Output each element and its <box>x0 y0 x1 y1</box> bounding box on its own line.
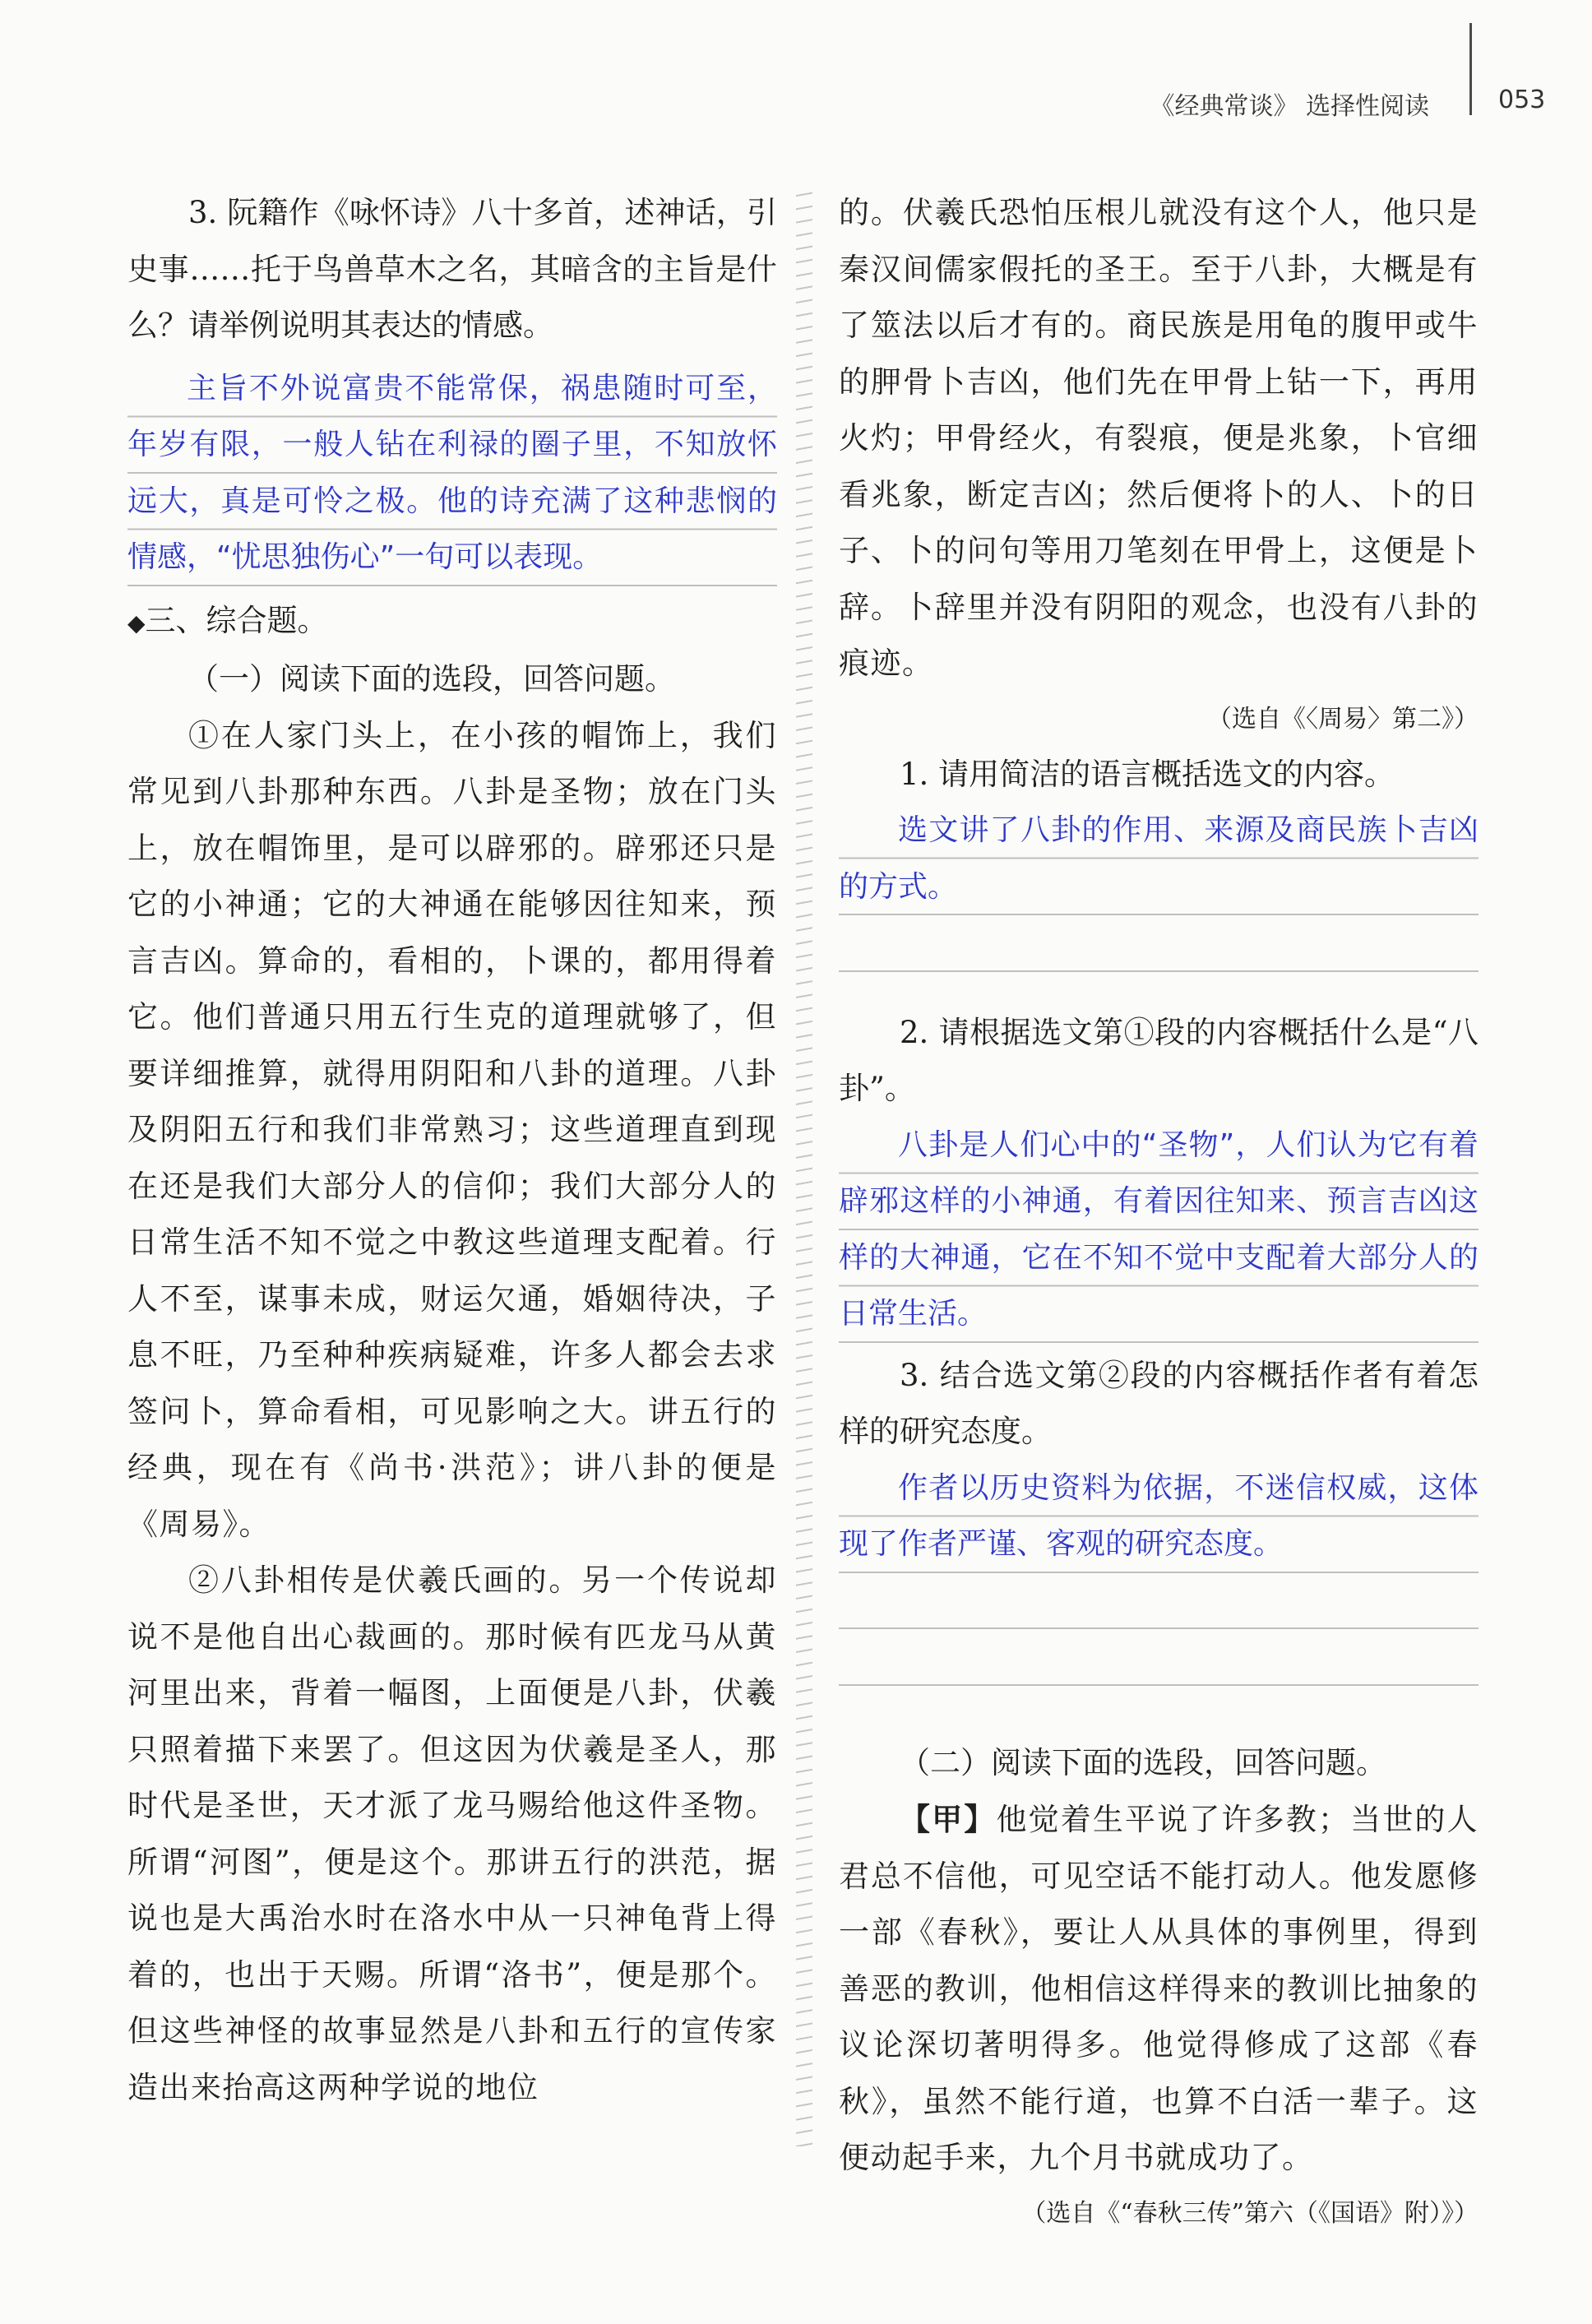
section-heading-comprehensive <box>127 593 777 652</box>
passage-paragraph-2-continued: 的。伏羲氏恐怕压根儿就没有这个人，他只是秦汉间儒家假托的圣王。至于八卦，大概是有了筮法以后才有的。商民族是用龟的腹甲或牛的胛骨卜吉凶，他们先在甲骨上钻一下，再用火灼；甲骨经火，有裂痕，便是兆象，卜官细看兆象，断定吉凶；然后便将卜的人、卜的日子、卜的问句等用刀笔刻在甲骨上，这便是卜辞。卜辞里并没有阴阳的观念，也没有八卦的痕迹。 <box>839 195 1479 681</box>
answer-area-q1[interactable] <box>839 803 1479 972</box>
right-column <box>839 185 1479 2241</box>
passage-jia-label: 【甲】 <box>900 1801 997 1837</box>
header-divider <box>1469 23 1472 115</box>
answer-blank-line <box>839 1573 1479 1630</box>
answer-blank-line <box>839 1629 1479 1686</box>
question-1: 1. 请用简洁的语言概括选文的内容。 <box>900 756 1395 792</box>
book-section-title: 《经典常谈》 选择性阅读 <box>1150 92 1429 121</box>
answer-area-q3-right[interactable] <box>839 1461 1479 1686</box>
passage-paragraph-2: ②八卦相传是伏羲氏画的。另一个传说却说不是他自出心裁画的。那时候有匹龙马从黄河里出来，背着一幅图，上面便是八卦，伏羲只照着描下来罢了。但这因为伏羲是圣人，那时代是圣世，天才派了龙马赐给他这件圣物。所谓“河图”，便是这个。那讲五行的洪范，据说也是大禹治水时在洛水中从一只神龟背上得着的，也出于天赐。所谓“洛书”，便是那个。但这些神怪的故事显然是八卦和五行的宣传家造出来抬高这两种学说的地位 <box>127 1562 777 2105</box>
passage-jia <box>839 1791 1479 2187</box>
source-citation-2: （选自《“春秋三传”第六（《国语》附）》） <box>1021 2198 1479 2228</box>
handwritten-answer-q1: 选文讲了八卦的作用、来源及商民族卜吉凶的方式。 <box>839 803 1479 915</box>
passage-jia-text: 他觉着生平说了许多教；当世的人君总不信他，可见空话不能打动人。他发愿修一部《春秋》，要让人从具体的事例里，得到善恶的教训，他相信这样得来的教训比抽象的议论深切著明得多。他觉得修成了这部《春秋》，虽然不能行道，也算不白活一辈子。这便动起手来，九个月书就成功了。 <box>839 1802 1479 2175</box>
section-heading-text: 三、综合题。 <box>145 602 328 638</box>
question-2: 2. 请根据选文第①段的内容概括什么是“八卦”。 <box>839 1014 1479 1106</box>
part-2-heading: （二）阅读下面的选段，回答问题。 <box>900 1744 1386 1780</box>
page-number: 053 <box>1498 86 1546 114</box>
left-column <box>127 185 777 2116</box>
answer-area-q2[interactable] <box>839 1118 1479 1343</box>
handwritten-answer-q3-right: 作者以历史资料为依据，不迷信权威，这体现了作者严谨、客观的研究态度。 <box>839 1461 1479 1573</box>
question-3-poetry: 3. 阮籍作《咏怀诗》八十多首，述神话，引史事……托于鸟兽草木之名，其暗含的主旨是什么？请举例说明其表达的情感。 <box>127 195 777 343</box>
question-3: 3. 结合选文第②段的内容概括作者有着怎样的研究态度。 <box>839 1357 1479 1449</box>
part-1-heading: （一）阅读下面的选段，回答问题。 <box>188 661 675 697</box>
passage-paragraph-1: ①在人家门头上，在小孩的帽饰上，我们常见到八卦那种东西。八卦是圣物；放在门头上，放在帽饰里，是可以辟邪的。辟邪还只是它的小神通；它的大神通在能够因往知来，预言吉凶。算命的，看相的，卜课的，都用得着它。他们普通只用五行生克的道理就够了，但要详细推算，就得用阴阳和八卦的道理。八卦及阴阳五行和我们非常熟习；这些道理直到现在还是我们大部分人的信仰；我们大部分人的日常生活不知不觉之中教这些道理支配着。行人不至，谋事未成，财运欠通，婚姻待决，子息不旺，乃至种种疾病疑难，许多人都会去求签问卜，算命看相，可见影响之大。讲五行的经典，现在有《尚书·洪范》；讲八卦的便是《周易》。 <box>127 717 777 1542</box>
column-divider <box>796 189 812 2146</box>
source-citation-1: （选自《〈周易〉第二》） <box>1207 704 1479 734</box>
handwritten-answer-q3: 主旨不外说富贵不能常保，祸患随时可至，年岁有限，一般人钻在利禄的圈子里，不知放怀远大，真是可怜之极。他的诗充满了这种悲悯的情感，“忧思独伤心”一句可以表现。 <box>127 361 777 586</box>
handwritten-answer-q2: 八卦是人们心中的“圣物”，人们认为它有着辟邪这样的小神通，有着因往知来、预言吉凶这样的大神通，它在不知不觉中支配着大部分人的日常生活。 <box>839 1118 1479 1343</box>
answer-blank-line <box>839 915 1479 972</box>
answer-area-q3[interactable] <box>127 361 777 586</box>
diamond-bullet-icon: ◆ <box>127 609 146 637</box>
